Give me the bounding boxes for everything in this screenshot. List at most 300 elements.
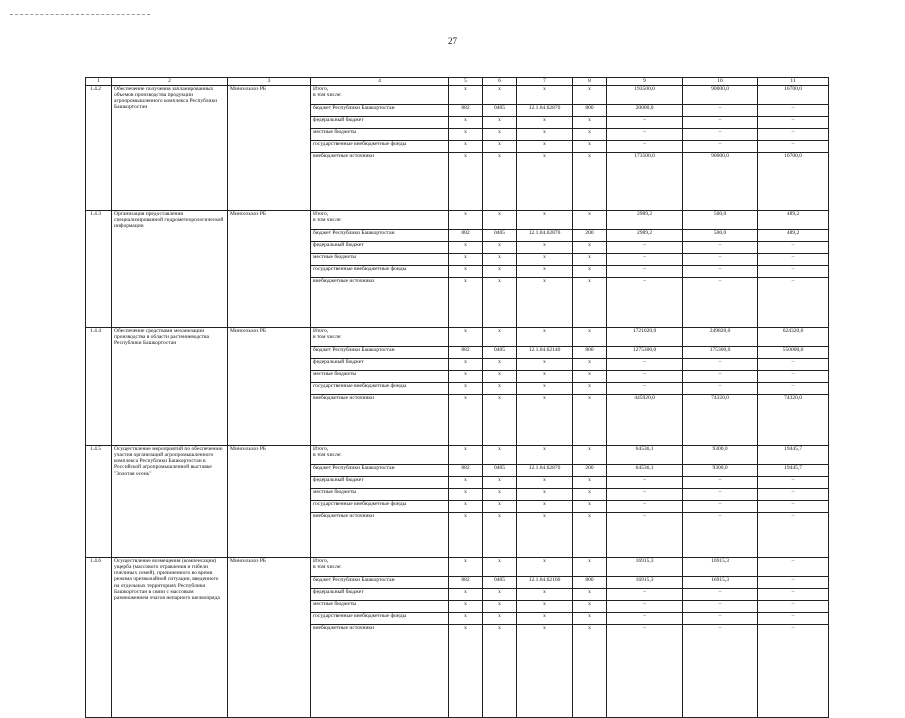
funding-source-label: местные бюджеты [313,254,357,260]
code-cell: х [483,601,517,613]
code-cell: х [517,129,573,141]
amount-cell: 249820,0 [683,328,758,347]
amount-cell: 64536,1 [607,446,683,465]
code-cell: 12.1.04.62870 [517,230,573,242]
code-cell: х [483,625,517,718]
code-cell: х [449,613,483,625]
funding-source [311,254,449,266]
amount-cell: – [683,477,758,489]
code-cell: х [483,328,517,347]
code-cell: 800 [573,577,607,589]
amount-cell: – [607,129,683,141]
amount-cell: – [683,266,758,278]
amount-cell: 16700,0 [758,86,829,105]
funding-source-label: федеральный бюджет [313,242,364,248]
funding-source [311,211,449,230]
code-cell: х [483,501,517,513]
code-cell: х [483,613,517,625]
funding-source-label: государственные внебюджетные фонды [313,501,407,507]
code-cell: х [573,501,607,513]
funding-source [311,86,449,105]
funding-source-sublabel: в том числе: [313,564,342,571]
funding-source-label: Итого, [313,446,329,452]
amount-cell: – [758,513,829,558]
funding-source [311,105,449,117]
code-cell: х [449,266,483,278]
amount-cell: 20000,0 [607,105,683,117]
funding-source-label: внебюджетные источники [313,278,375,284]
funding-source-sublabel: в том числе: [313,452,342,459]
code-cell: х [449,141,483,153]
amount-cell: 500,0 [683,211,758,230]
header-cell: 7 [517,78,573,86]
code-cell: 882 [449,230,483,242]
code-cell: х [449,489,483,501]
amount-cell: – [607,489,683,501]
amount-cell: – [607,589,683,601]
amount-cell: – [758,266,829,278]
code-cell: х [483,558,517,577]
funding-source [311,601,449,613]
amount-cell: – [758,242,829,254]
amount-cell: – [758,601,829,613]
code-cell: 882 [449,347,483,359]
measure-name: Организация предоставления специализированной гидрометеорологической информации [112,211,228,328]
amount-cell: – [683,129,758,141]
code-cell: 800 [573,347,607,359]
amount-cell: – [758,278,829,328]
amount-cell: 173500,0 [607,153,683,211]
amount-cell: – [607,477,683,489]
scan-artifact [10,14,150,15]
header-cell: 3 [228,78,311,86]
amount-cell: – [758,477,829,489]
code-cell: х [449,513,483,558]
funding-source-label: Итого, [313,211,329,217]
amount-cell: – [758,141,829,153]
amount-cell: 16915,3 [683,577,758,589]
funding-source [311,371,449,383]
amount-cell: 550000,0 [758,347,829,359]
funding-source [311,513,449,558]
amount-cell: 489,2 [758,230,829,242]
amount-cell: – [758,371,829,383]
amount-cell: – [758,105,829,117]
amount-cell: – [683,117,758,129]
amount-cell: – [607,501,683,513]
amount-cell: 19445,7 [758,446,829,465]
funding-source [311,501,449,513]
code-cell: х [483,278,517,328]
code-cell: х [449,153,483,211]
item-number: 1.4.4 [86,328,112,446]
amount-cell: – [607,383,683,395]
amount-cell: 489,2 [758,211,829,230]
code-cell: х [483,395,517,446]
amount-cell: 2989,2 [607,230,683,242]
code-cell: х [573,513,607,558]
amount-cell: – [607,254,683,266]
amount-cell: – [758,613,829,625]
amount-cell: 64536,1 [607,465,683,477]
code-cell: х [517,117,573,129]
funding-source [311,395,449,446]
code-cell: х [573,266,607,278]
amount-cell: 175300,0 [683,347,758,359]
funding-source-sublabel: в том числе: [313,92,342,99]
code-cell: х [573,359,607,371]
code-cell: х [449,254,483,266]
amount-cell: – [607,359,683,371]
code-cell: х [483,242,517,254]
funding-source-label: бюджет Республики Башкортостан [313,577,395,583]
amount-cell: – [683,489,758,501]
code-cell: х [483,359,517,371]
funding-source-label: местные бюджеты [313,129,357,135]
code-cell: 200 [573,230,607,242]
code-cell: х [573,625,607,718]
header-cell: 9 [607,78,683,86]
code-cell: х [483,141,517,153]
code-cell: х [517,211,573,230]
code-cell: 12.1.04.62870 [517,465,573,477]
code-cell: х [483,153,517,211]
header-cell: 8 [573,78,607,86]
funding-source [311,117,449,129]
code-cell: х [517,278,573,328]
code-cell: х [449,446,483,465]
code-cell: х [573,86,607,105]
funding-source-sublabel: в том числе: [313,334,342,341]
amount-cell: – [758,117,829,129]
code-cell: х [449,383,483,395]
funding-source-label: Итого, [313,558,329,564]
code-cell: х [517,395,573,446]
code-cell: х [449,625,483,718]
amount-cell: 193500,0 [607,86,683,105]
code-cell: х [573,446,607,465]
funding-source [311,153,449,211]
funding-source-label: внебюджетные источники [313,625,375,631]
code-cell: х [517,383,573,395]
amount-cell: – [758,359,829,371]
item-number: 1.4.6 [86,558,112,718]
measure-name: Обеспечение средствами механизации производства в области растениеводства Республики Башкортостан [112,328,228,446]
amount-cell: – [607,613,683,625]
amount-cell: 500,0 [683,230,758,242]
measure-name: Обеспечение получения запланированных объемов производства продукции агропромышленного комплекса Республики Башкортостан [112,86,228,211]
amount-cell: – [607,141,683,153]
code-cell: х [517,501,573,513]
funding-source [311,625,449,718]
code-cell: х [483,589,517,601]
code-cell: х [483,371,517,383]
code-cell: х [449,278,483,328]
executor: Минсельхоз РБ [228,328,311,446]
code-cell: х [483,477,517,489]
funding-source [311,558,449,577]
amount-cell: – [683,278,758,328]
amount-cell: – [683,383,758,395]
code-cell: х [573,613,607,625]
item-number: 1.4.3 [86,211,112,328]
code-cell: х [449,589,483,601]
code-cell: х [573,371,607,383]
measure-name: Осуществление возмещения (компенсации) ущерба (массового отравления и гибели пчелиных семей), причиненного во время режима чрезвычайной ситуации, введенного на отдельных территориях Республики Башкортостан в связи с массовым размножением очагов непарного шелкопряда [112,558,228,718]
amount-cell: – [683,105,758,117]
funding-source-label: Итого, [313,328,329,334]
code-cell: х [483,383,517,395]
code-cell: х [449,601,483,613]
funding-source [311,383,449,395]
funding-source-label: государственные внебюджетные фонды [313,383,407,389]
amount-cell: – [758,254,829,266]
executor: Минсельхоз РБ [228,86,311,211]
code-cell: х [573,477,607,489]
code-cell: х [573,254,607,266]
amount-cell: 445920,0 [607,395,683,446]
code-cell: 0405 [483,347,517,359]
code-cell: 12.1.04.62140 [517,347,573,359]
funding-source [311,477,449,489]
executor: Минсельхоз РБ [228,446,311,558]
code-cell: х [517,601,573,613]
code-cell: х [573,601,607,613]
code-cell: х [573,242,607,254]
code-cell: х [573,117,607,129]
code-cell: 882 [449,105,483,117]
amount-cell: – [758,625,829,718]
code-cell: х [483,86,517,105]
amount-cell: 74320,0 [758,395,829,446]
code-cell: х [573,129,607,141]
code-cell: х [517,513,573,558]
code-cell: х [483,266,517,278]
header-cell: 10 [683,78,758,86]
code-cell: 0405 [483,105,517,117]
funding-source-label: бюджет Республики Башкортостан [313,465,395,471]
funding-source [311,577,449,589]
code-cell: х [517,141,573,153]
funding-source-label: бюджет Республики Башкортостан [313,105,395,111]
header-cell: 1 [86,78,112,86]
code-cell: х [573,278,607,328]
code-cell: х [573,141,607,153]
amount-cell: – [607,117,683,129]
code-cell: х [573,211,607,230]
funding-source-label: Итого, [313,86,329,92]
code-cell: х [483,513,517,558]
amount-cell: 16915,3 [607,577,683,589]
code-cell: х [517,489,573,501]
amount-cell: – [683,141,758,153]
funding-source-label: внебюджетные источники [313,153,375,159]
code-cell: х [573,153,607,211]
funding-source [311,230,449,242]
amount-cell: 19445,7 [758,465,829,477]
code-cell: х [517,266,573,278]
amount-cell: – [683,359,758,371]
amount-cell: – [683,254,758,266]
header-cell: 5 [449,78,483,86]
header-cell: 4 [311,78,449,86]
code-cell: х [483,446,517,465]
table-row [86,446,829,465]
code-cell: х [517,446,573,465]
amount-cell: – [683,242,758,254]
code-cell: х [517,86,573,105]
funding-source-label: местные бюджеты [313,601,357,607]
code-cell: х [517,242,573,254]
code-cell: х [449,129,483,141]
item-number: 1.4.2 [86,86,112,211]
executor: Минсельхоз РБ [228,211,311,328]
amount-cell: – [758,577,829,589]
amount-cell: – [607,266,683,278]
code-cell: х [573,395,607,446]
amount-cell: – [683,613,758,625]
executor: Минсельхоз РБ [228,558,311,718]
code-cell: х [449,211,483,230]
funding-source [311,589,449,601]
code-cell: х [449,86,483,105]
funding-source-label: федеральный бюджет [313,117,364,123]
measure-name: Осуществление мероприятий по обеспечению участия организаций агропромышленного комплекса Республики Башкортостан в Российской агропромышленной выставке "Золотая осень" [112,446,228,558]
amount-cell: – [683,501,758,513]
amount-cell: – [607,601,683,613]
code-cell: х [449,371,483,383]
budget-table [85,77,829,718]
amount-cell: 90000,0 [683,86,758,105]
amount-cell: – [683,601,758,613]
header-row [86,78,829,86]
amount-cell: – [758,129,829,141]
amount-cell: 16700,0 [758,153,829,211]
funding-source [311,278,449,328]
code-cell: х [517,613,573,625]
funding-source [311,266,449,278]
code-cell: х [449,477,483,489]
code-cell: х [573,558,607,577]
amount-cell: 2989,2 [607,211,683,230]
code-cell: 0405 [483,577,517,589]
funding-source [311,446,449,465]
amount-cell: – [607,625,683,718]
funding-source-label: государственные внебюджетные фонды [313,141,407,147]
table-row [86,328,829,347]
code-cell: х [517,359,573,371]
amount-cell: – [683,589,758,601]
code-cell: х [449,558,483,577]
code-cell: х [449,395,483,446]
amount-cell: 74320,0 [683,395,758,446]
table-body [86,78,829,718]
code-cell: х [483,129,517,141]
amount-cell: – [607,513,683,558]
item-number: 1.4.5 [86,446,112,558]
amount-cell: – [607,278,683,328]
amount-cell: 1721020,0 [607,328,683,347]
code-cell: 882 [449,577,483,589]
code-cell: 12.1.04.62160 [517,577,573,589]
funding-source [311,465,449,477]
code-cell: х [517,625,573,718]
code-cell: 882 [449,465,483,477]
funding-source-label: бюджет Республики Башкортостан [313,347,395,353]
funding-source-label: внебюджетные источники [313,395,375,401]
funding-source-sublabel: в том числе: [313,217,342,224]
page-number: 27 [448,36,457,46]
amount-cell: – [607,371,683,383]
funding-source [311,129,449,141]
code-cell: х [517,328,573,347]
funding-source-label: федеральный бюджет [313,589,364,595]
code-cell: х [517,371,573,383]
funding-source [311,489,449,501]
funding-source-label: местные бюджеты [313,371,357,377]
code-cell: х [449,242,483,254]
code-cell: х [483,117,517,129]
amount-cell: – [758,558,829,577]
code-cell: х [483,211,517,230]
amount-cell: – [758,501,829,513]
code-cell: 0405 [483,230,517,242]
code-cell: 12.1.04.62870 [517,105,573,117]
header-cell: 6 [483,78,517,86]
code-cell: х [449,117,483,129]
funding-source-label: федеральный бюджет [313,359,364,365]
amount-cell: – [683,625,758,718]
amount-cell: – [683,371,758,383]
funding-source-label: внебюджетные источники [313,513,375,519]
code-cell: х [517,477,573,489]
amount-cell: – [758,489,829,501]
funding-source [311,359,449,371]
amount-cell: – [607,242,683,254]
code-cell: х [449,501,483,513]
amount-cell: 9300,0 [683,465,758,477]
amount-cell: 16915,3 [607,558,683,577]
funding-source [311,347,449,359]
amount-cell: 1275300,0 [607,347,683,359]
code-cell: 200 [573,465,607,477]
header-cell: 11 [758,78,829,86]
funding-source [311,242,449,254]
funding-source [311,141,449,153]
code-cell: х [517,589,573,601]
code-cell: х [483,489,517,501]
code-cell: х [573,383,607,395]
header-cell: 2 [112,78,228,86]
amount-cell: – [758,383,829,395]
code-cell: х [517,254,573,266]
table-row [86,86,829,105]
funding-source-label: бюджет Республики Башкортостан [313,230,395,236]
table-row [86,211,829,230]
table-row [86,558,829,577]
amount-cell: 624320,0 [758,328,829,347]
code-cell: х [517,558,573,577]
code-cell: 800 [573,105,607,117]
code-cell: х [449,328,483,347]
amount-cell: 16915,3 [683,558,758,577]
funding-source-label: государственные внебюджетные фонды [313,266,407,272]
funding-source [311,328,449,347]
code-cell: х [517,153,573,211]
code-cell: х [483,254,517,266]
funding-source-label: федеральный бюджет [313,477,364,483]
code-cell: х [573,328,607,347]
